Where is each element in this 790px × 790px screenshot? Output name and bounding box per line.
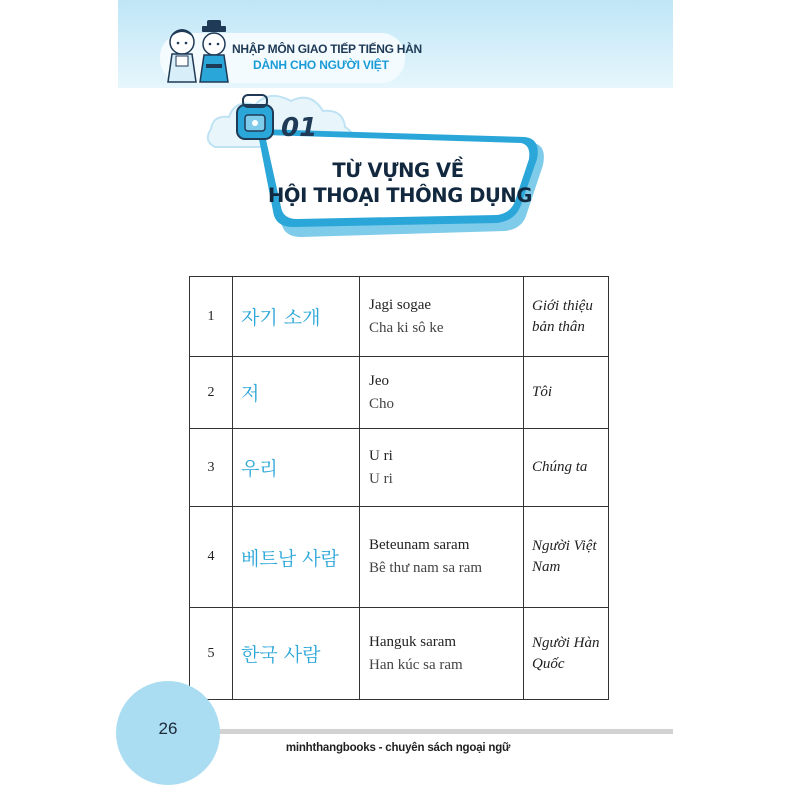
page-number: 26	[158, 719, 178, 738]
pronunciation-cell	[360, 507, 524, 608]
publisher-tagline: minhthangbooks - chuyên sách ngoại ngữ	[285, 742, 511, 754]
romanization: U ri	[369, 447, 393, 464]
vietnamese-reading: Bê thư nam sa ram	[369, 560, 483, 576]
book-series-subtitle: DÀNH CHO NGƯỜI VIỆT	[253, 58, 389, 72]
romanization: Hanguk saram	[369, 633, 457, 650]
table-row	[190, 357, 609, 429]
vietnamese-reading: U ri	[369, 470, 393, 487]
table-row	[190, 429, 609, 507]
vietnamese-meaning: Người Việt Nam	[524, 507, 609, 608]
korean-word: 한국 사람	[233, 608, 360, 700]
korean-kids-illustration	[162, 20, 232, 86]
pronunciation-cell	[360, 277, 524, 357]
vietnamese-meaning: Tôi	[524, 357, 609, 429]
chapter-title-line-2: HỘI THOẠI THÔNG DỤNG	[268, 184, 532, 207]
pronunciation-cell	[360, 608, 524, 700]
pronunciation-cell	[360, 357, 524, 429]
row-number: 4	[190, 507, 233, 608]
vietnamese-reading: Han kúc sa ram	[369, 656, 463, 673]
vietnamese-meaning: Chúng ta	[524, 429, 609, 507]
vietnamese-meaning: Giới thiệu bản thân	[524, 277, 609, 357]
vietnamese-meaning: Người Hàn Quốc	[524, 608, 609, 700]
footer-divider	[175, 729, 673, 734]
pronunciation-cell	[360, 429, 524, 507]
vietnamese-reading: Cho	[369, 395, 395, 412]
chapter-number: 01	[281, 113, 318, 143]
row-number: 3	[190, 429, 233, 507]
vocabulary-table	[189, 276, 609, 700]
korean-word: 베트남 사람	[233, 507, 360, 608]
romanization: Jeo	[369, 372, 389, 389]
row-number: 1	[190, 277, 233, 357]
chapter-title	[268, 158, 532, 208]
romanization: Jagi sogae	[369, 296, 432, 313]
table-row	[190, 608, 609, 700]
vietnamese-reading: Cha ki sô ke	[369, 319, 444, 336]
row-number: 2	[190, 357, 233, 429]
korean-word: 저	[233, 357, 360, 429]
romanization: Beteunam saram	[369, 537, 470, 553]
table-row	[190, 277, 609, 357]
chapter-title-line-1: TỪ VỰNG VỀ	[332, 159, 464, 182]
table-row	[190, 507, 609, 608]
korean-word: 자기 소개	[233, 277, 360, 357]
row-number: 5	[190, 608, 233, 700]
backpack-icon	[237, 95, 273, 139]
korean-word: 우리	[233, 429, 360, 507]
book-series-title: NHẬP MÔN GIAO TIẾP TIẾNG HÀN	[232, 42, 422, 56]
